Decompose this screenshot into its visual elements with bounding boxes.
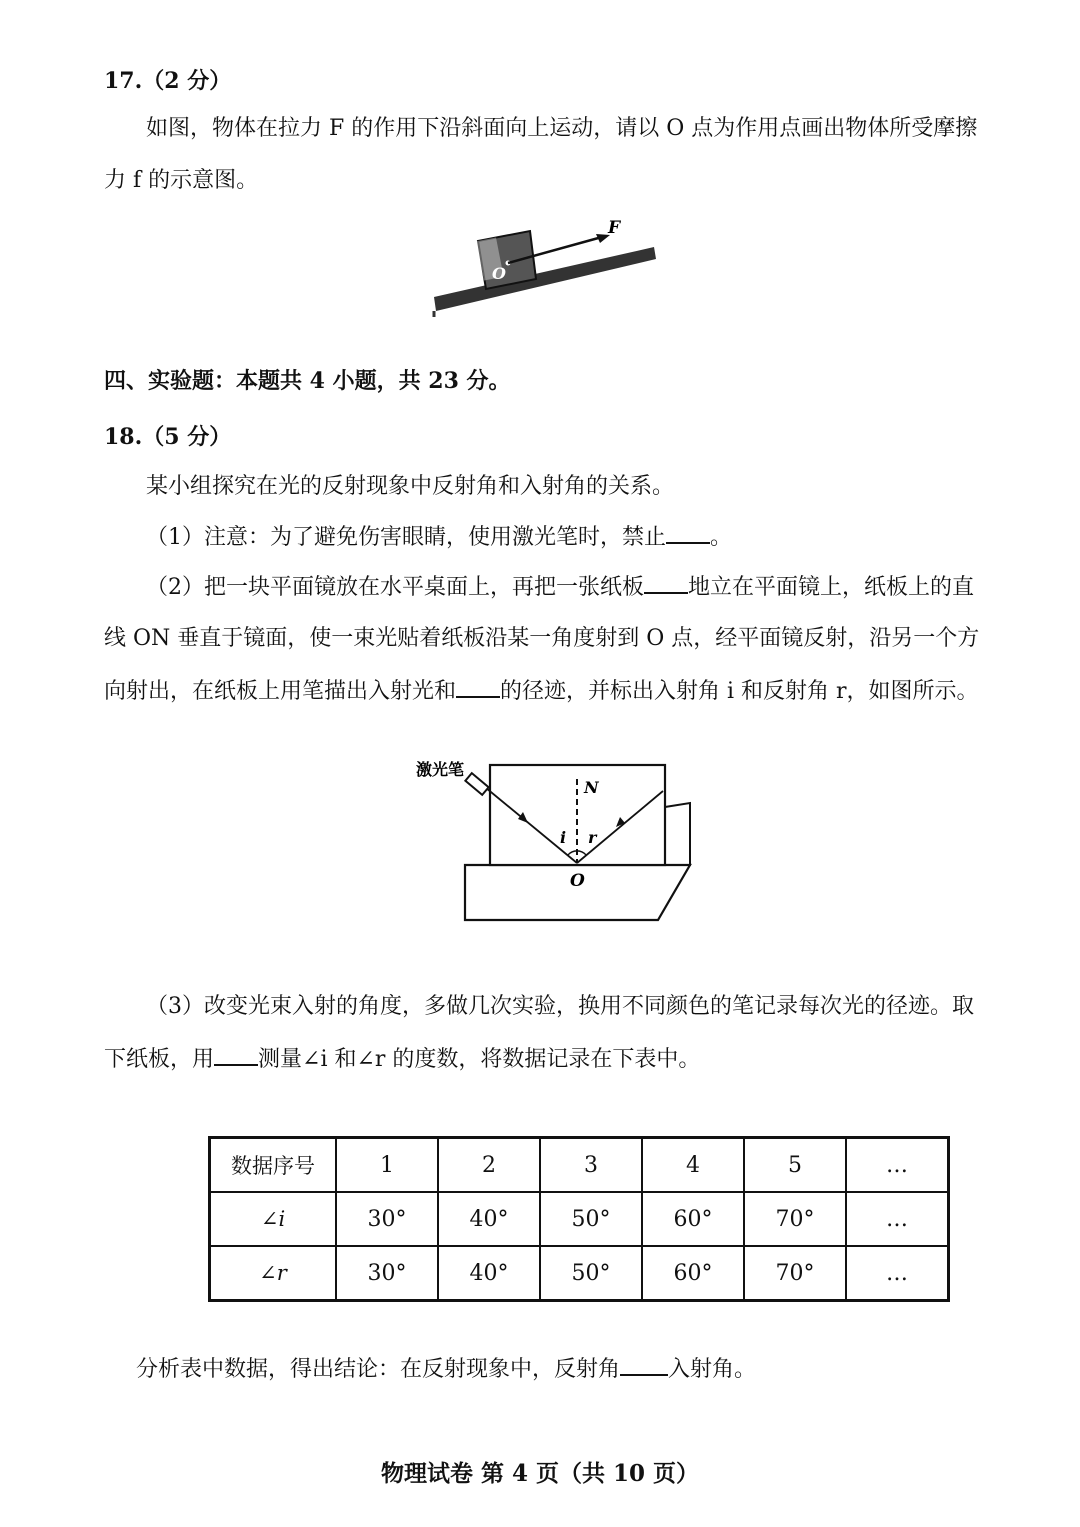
- table-cell: 4: [642, 1138, 744, 1193]
- table-cell: 2: [438, 1138, 540, 1193]
- table-cell: 60°: [642, 1192, 744, 1246]
- q18-part2-line3: [104, 678, 979, 705]
- table-cell: 50°: [540, 1192, 642, 1246]
- q18-conclusion-text-b: 入射角。: [668, 1357, 757, 1382]
- q17-text-line1: 如图，物体在拉力 F 的作用下沿斜面向上运动，请以 O 点为作用点画出物体所受摩擦: [146, 116, 978, 141]
- q18-part3-text-c: 测量∠i 和∠r 的度数，将数据记录在下表中。: [258, 1047, 701, 1072]
- answer-blank-4[interactable]: [214, 1046, 258, 1066]
- table-cell: 3: [540, 1138, 642, 1193]
- paper-board-back: [665, 803, 690, 865]
- table-cell: ∠i: [210, 1192, 337, 1246]
- label-i: i: [560, 828, 567, 847]
- laser-pen: [465, 773, 488, 795]
- q18-part2-line2: 线 ON 垂直于镜面，使一束光贴着纸板沿某一角度射到 O 点，经平面镜反射，沿另一个方: [104, 626, 980, 651]
- incline-surface: [434, 247, 656, 311]
- q18-part2-line1: [146, 574, 974, 601]
- q18-part1: [146, 524, 732, 551]
- table-cell: 70°: [744, 1192, 846, 1246]
- reflection-figure: [410, 755, 710, 930]
- table-cell: 60°: [642, 1246, 744, 1301]
- q18-intro: 某小组探究在光的反射现象中反射角和入射角的关系。: [146, 474, 675, 499]
- table-cell: ∠r: [210, 1246, 337, 1301]
- table-cell: …: [846, 1138, 949, 1193]
- table-row: [210, 1138, 949, 1193]
- table-cell: 1: [336, 1138, 438, 1193]
- table-cell: …: [846, 1192, 949, 1246]
- label-O: O: [570, 871, 585, 891]
- table-cell: 数据序号: [210, 1138, 337, 1193]
- table-cell: …: [846, 1246, 949, 1301]
- incline-figure: [420, 215, 670, 325]
- q18-part2-text-b: 地立在平面镜上，纸板上的直: [688, 575, 975, 600]
- q18-part2-text-e: 的径迹，并标出入射角 i 和反射角 r，如图所示。: [500, 679, 979, 704]
- q18-part1-text: （1）注意：为了避免伤害眼睛，使用激光笔时，禁止: [146, 525, 666, 550]
- label-N: N: [584, 778, 599, 797]
- table-row: [210, 1192, 949, 1246]
- answer-blank-1[interactable]: [666, 524, 710, 544]
- answer-blank-3[interactable]: [456, 678, 500, 698]
- table-cell: 70°: [744, 1246, 846, 1301]
- table-cell: 5: [744, 1138, 846, 1193]
- q18-part1-end: 。: [710, 525, 733, 550]
- data-table: [208, 1136, 950, 1302]
- table-row: [210, 1246, 949, 1301]
- q18-conclusion: [136, 1356, 756, 1383]
- q18-part3-line2: [104, 1046, 700, 1073]
- q18-title: 18.（5 分）: [104, 424, 232, 450]
- section4-title: 四、实验题：本题共 4 小题，共 23 分。: [104, 368, 511, 394]
- q18-part2-text-a: （2）把一块平面镜放在水平桌面上，再把一张纸板: [146, 575, 644, 600]
- table-cell: 50°: [540, 1246, 642, 1301]
- page-footer: 物理试卷 第 4 页（共 10 页）: [380, 1460, 700, 1487]
- label-r: r: [588, 828, 597, 847]
- q18-part2-text-d: 向射出，在纸板上用笔描出入射光和: [104, 679, 457, 704]
- laser-pen-label: 激光笔: [416, 760, 465, 779]
- table-cell: 40°: [438, 1246, 540, 1301]
- table-cell: 40°: [438, 1192, 540, 1246]
- answer-blank-5[interactable]: [620, 1356, 668, 1376]
- table-cell: 30°: [336, 1246, 438, 1301]
- q17-title: 17.（2 分）: [104, 68, 232, 94]
- label-O: O: [492, 264, 506, 283]
- q18-part3-text-b: 下纸板，用: [104, 1047, 215, 1072]
- table-cell: 30°: [336, 1192, 438, 1246]
- q18-part3-line1: （3）改变光束入射的角度，多做几次实验，换用不同颜色的笔记录每次光的径迹。取: [146, 994, 974, 1019]
- q17-text-line2: 力 f 的示意图。: [104, 168, 259, 193]
- label-F: F: [608, 218, 621, 238]
- answer-blank-2[interactable]: [644, 574, 688, 594]
- q18-conclusion-text-a: 分析表中数据，得出结论：在反射现象中，反射角: [136, 1357, 621, 1382]
